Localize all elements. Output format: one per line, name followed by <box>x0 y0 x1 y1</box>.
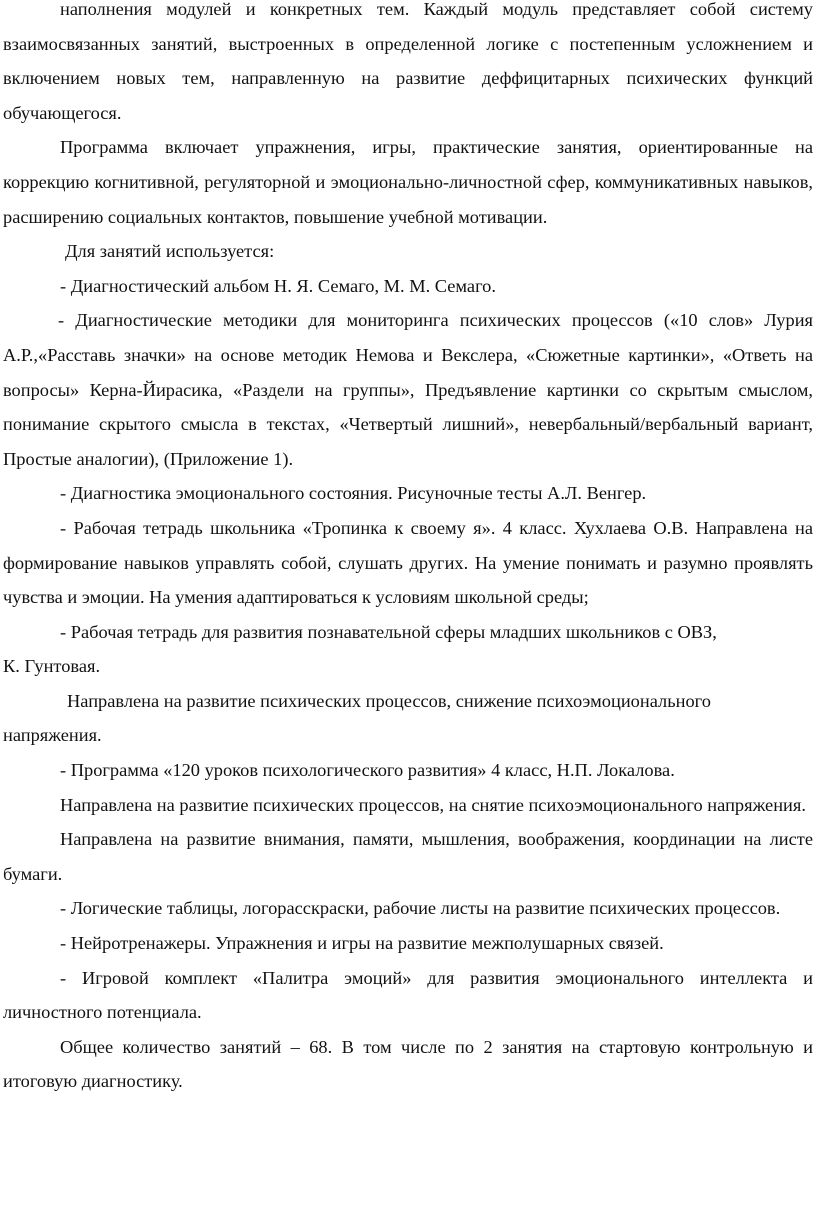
list-item-diagnostic-album: - Диагностический альбом Н. Я. Семаго, М. М. Семаго. <box>60 275 496 296</box>
list-item-workbook-path: - Рабочая тетрадь школьника «Тропинка к своему я». 4 класс. Хухлаева О.В. Направлена на формирование навыков управлять собой, слушать других. На умение понимать и разумно проявлять чувства и эмоции. На умения адаптироваться к условиям школьной среды; <box>3 517 813 608</box>
paragraph-author-guntovaya: К. Гунтовая. <box>3 656 101 677</box>
list-item-logic-tables: - Логические таблицы, логорасскраски, рабочие листы на развитие психических процессов. <box>60 898 781 919</box>
paragraph-modules-description: наполнения модулей и конкретных тем. Каждый модуль представляет собой систему взаимосвязанных занятий, выстроенных в определенной логике с постепенным усложнением и включением новых тем, направленную на развитие деффицитарных психических функций обучающегося. <box>3 0 813 123</box>
paragraph-aimed-stress-relief: Направлена на развитие психических процессов, на снятие психоэмоционального напряжения. <box>60 794 806 815</box>
list-item-workbook-cognitive: - Рабочая тетрадь для развития познавательной сферы младших школьников с ОВЗ, <box>60 621 717 642</box>
list-item-program-120-lessons: - Программа «120 уроков психологического развития» 4 класс, Н.П. Локалова. <box>60 760 675 781</box>
list-item-neurotrainers: - Нейротренажеры. Упражнения и игры на развитие межполушарных связей. <box>60 933 664 954</box>
list-item-emotional-diagnostics: - Диагностика эмоционального состояния. Рисуночные тесты А.Л. Венгер. <box>60 483 647 504</box>
paragraph-aimed-attention-memory: Направлена на развитие внимания, памяти, мышления, воображения, координации на листе бумаги. <box>3 829 813 884</box>
list-item-emotion-palette: - Игровой комплект «Палитра эмоций» для развития эмоционального интеллекта и личностного потенциала. <box>3 967 813 1023</box>
paragraph-used-materials-heading: Для занятий используется: <box>65 241 275 262</box>
paragraph-aimed-psychic-processes: Направлена на развитие психических процессов, снижение психоэмоционального напряжения. <box>3 690 711 746</box>
paragraph-total-lessons: Общее количество занятий – 68. В том числе по 2 занятия на стартовую контрольную и итоговую диагностику. <box>3 1036 813 1092</box>
paragraph-program-includes: Программа включает упражнения, игры, практические занятия, ориентированные на коррекцию когнитивной, регуляторной и эмоционально-личностной сфер, коммуникативных навыков, расширению социальных контактов, повышение учебной мотивации. <box>3 137 813 227</box>
list-item-diagnostic-methods: - Диагностические методики для мониторинга психических процессов («10 слов» Лурия А.Р.,«Расставь значки» на основе методик Немова и Векслера, «Сюжетные картинки», «Ответь на вопросы» Керна-Йирасика, «Раздели на группы», Предъявление картинки со скрытым смыслом, понимание скрытого смысла в текстах, «Четвертый лишний», невербальный/вербальный вариант, Простые аналогии), (Приложение 1). <box>3 310 813 469</box>
